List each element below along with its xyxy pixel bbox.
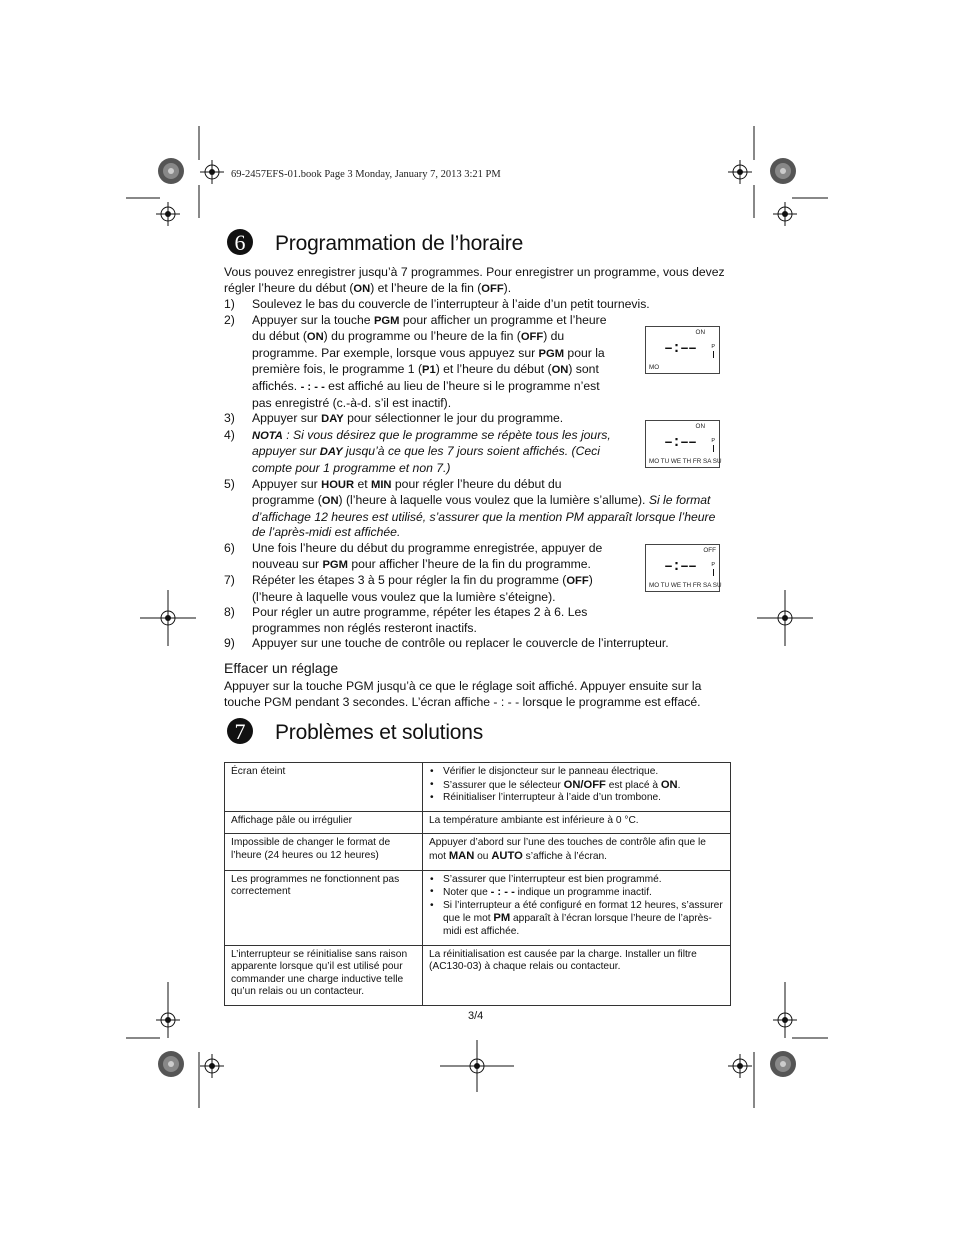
problem-cell: Affichage pâle ou irrégulier [225,811,423,834]
section-number-badge: 6 [227,229,253,255]
problem-cell: Impossible de changer le format de l’heure (24 heures ou 12 heures) [225,834,423,870]
lcd-pm-indicator: P [711,562,715,568]
step-1: 1) Soulevez le bas du couvercle de l’interrupteur à l’aide d’un petit tournevis. [224,297,650,311]
lcd-digits: –:–– [664,434,697,451]
lcd-status-label: ON [695,423,705,430]
lcd-display-1 [645,326,720,374]
section-number-badge: 7 [227,718,253,744]
step-9: 9) Appuyer sur une touche de contrôle ou replacer le couvercle de l’interrupteur. [224,636,669,651]
lcd-display-3 [645,544,720,592]
lcd-days-label: MO TU WE TH FR SA SU [649,582,722,589]
intro-line: régler l’heure du début (ON) et l’heure de la fin (OFF). [224,280,512,295]
lcd-days-label: MO TU WE TH FR SA SU [649,458,722,465]
step-4: 4) NOTA : Si vous désirez que le programme se répète tous les jours, appuyer sur DAY jusqu’à ce que les 7 jours soient affichés. (Ceci compte pour 1 programme et non 7.) [224,427,611,475]
step-5: 5) Appuyer sur HOUR et MIN pour régler l’heure du début du programme (ON) (l’heure à laquelle vous voulez que la lumière s’allume). Si le format d’affichage 12 heures est utilisé, s’assurer que la mention PM apparaît lorsque l’heure de l’après-midi est affichée. [224,476,716,540]
section-title: Problèmes et solutions [275,721,484,744]
intro-line: Vous pouvez enregistrer jusqu’à 7 programmes. Pour enregistrer un programme, vous devez [224,265,725,279]
lcd-status-label: ON [695,329,705,336]
table-row [225,945,731,1005]
intro-paragraph [224,265,730,297]
section-title: Programmation de l’horaire [275,232,524,255]
file-header: 69-2457EFS-01.book Page 3 Monday, January 7, 2013 3:21 PM [231,169,501,180]
lcd-display-2 [645,420,720,468]
solution-cell: • S’assurer que l’interrupteur est bien programmé. • Noter que - : - - indique un programme inactif. • Si l’interrupteur a été configuré en format 12 heures, s’assurer que le mot PM apparaît à l’écran lorsque l’heure de l’après-midi est affichée. [423,870,731,945]
clear-setting-heading: Effacer un réglage [224,660,339,676]
lcd-days-label: MO [649,364,660,371]
step-2: 2) Appuyer sur la touche PGM pour afficher un programme et l’heure du début (ON) du programme ou l’heure de la fin (OFF) du programme. Par exemple, lorsque vous appuyez sur PGM pour la première fois, le programme 1 (P1) et l’heure du début (ON) sont affichés. - : - - est affiché au lieu de l’heure si le programme n’est pas enregistré (c.-à-d. s’il est inactif). [224,312,607,410]
lcd-status-label: OFF [703,547,716,554]
lcd-program-bar [713,445,715,452]
solution-cell: La réinitialisation est causée par la charge. Installer un filtre (AC130-03) à chaque relais ou contacteur. [423,945,731,1005]
table-row [225,870,731,945]
page-number: 3/4 [468,1010,484,1022]
problem-cell: L’interrupteur se réinitialise sans raison apparente lorsque qu’il est utilisé pour commander une charge inductive telle qu’un relais ou un contacteur. [225,945,423,1005]
problem-cell: Les programmes ne fonctionnent pas correctement [225,870,423,945]
step-7: 7) Répéter les étapes 3 à 5 pour régler la fin du programme (OFF) (l’heure à laquelle vous voulez que la lumière s’éteigne). [224,573,593,604]
lcd-digits: –:–– [664,340,697,357]
clear-setting-paragraph [224,679,730,710]
lcd-pm-indicator: P [711,344,715,350]
solution-cell: Appuyer d’abord sur l’une des touches de contrôle afin que le mot MAN ou AUTO s’affiche à l’écran. [423,834,731,870]
step-6: 6) Une fois l’heure du début du programme enregistrée, appuyer de nouveau sur PGM pour afficher l’heure de la fin du programme. [224,540,603,571]
lcd-digits: –:–– [664,558,697,575]
clear-line: touche PGM pendant 3 secondes. L’écran affiche - : - - lorsque le programme est effacé. [224,694,701,709]
solution-cell: La température ambiante est inférieure à 0 °C. [423,811,731,834]
step-8: 8) Pour régler un autre programme, répéter les étapes 2 à 6. Les programmes non réglés resteront inactifs. [224,605,588,635]
table-row [225,763,731,812]
lcd-program-bar [713,351,715,358]
step-3: 3) Appuyer sur DAY pour sélectionner le jour du programme. [224,411,564,426]
lcd-program-bar [713,569,715,576]
table-row [225,811,731,834]
problem-cell: Écran éteint [225,763,423,812]
troubleshooting-table [224,762,731,1006]
table-row [225,834,731,870]
lcd-pm-indicator: P [711,438,715,444]
clear-line: Appuyer sur la touche PGM jusqu’à ce que le réglage soit affiché. Appuyer ensuite sur la [224,679,702,693]
solution-cell: • Vérifier le disjoncteur sur le panneau électrique. • S’assurer que le sélecteur ON/OFF est placé à ON. • Réinitialiser l’interrupteur à l’aide d’un trombone. [423,763,731,812]
